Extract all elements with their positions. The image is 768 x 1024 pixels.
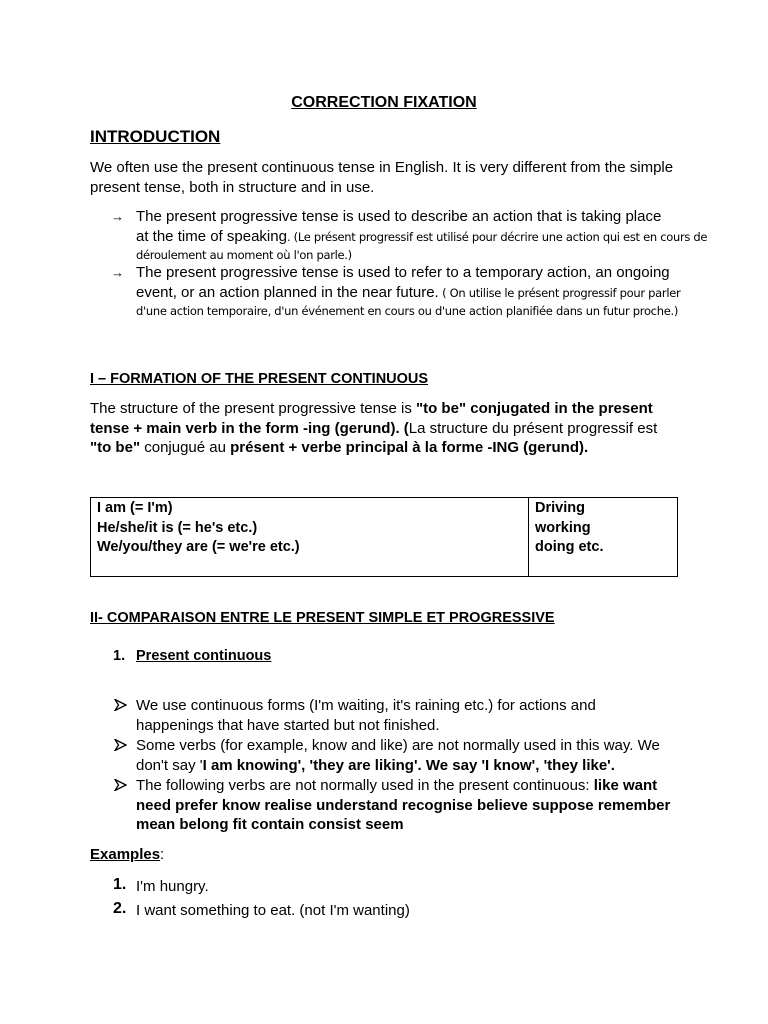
bullet-main-text: at the time of speaking [136,227,287,245]
examples-label-text: Examples [90,846,161,863]
text-run-bold: "to be" conjugated in the present [416,400,653,417]
bullet-item [136,263,680,319]
list-item-line [136,776,670,796]
text-run: The structure of the present progressive tense is [90,400,416,417]
table-line: I am (= I'm) [97,500,173,516]
text-run-bold: "to be" [90,439,141,456]
arrow-icon: → [111,265,124,280]
text-run-bold: présent + verbe principal à la forme -ING (gerund). [230,439,589,456]
bullet-main-text: event, or an action planned in the near future. [136,283,439,301]
table-cell-subjects [91,498,529,577]
list-item-line: mean belong fit contain consist seem [136,816,404,833]
intro-line-1: We often use the present continuous tense in English. It is very different from the simple [90,159,674,176]
arrow-icon: → [111,209,124,224]
list-item-line: Some verbs (for example, know and like) are not normally used in this way. We [136,737,660,754]
examples-colon: : [160,846,165,863]
table-cell-verbs [529,498,678,577]
example-item: I want something to eat. (not I'm wanting) [136,902,410,919]
arrowhead-bullet-icon [114,699,127,711]
list-item-line: need prefer know realise understand recognise believe suppose remember [136,796,671,814]
intro-heading: INTRODUCTION [90,127,221,146]
list-item-line: We use continuous forms (I'm waiting, it's raining etc.) for actions and [136,697,596,714]
text-run: The following verbs are not normally used in the present continuous: [136,777,594,794]
structure-paragraph [90,399,657,458]
text-run-bold: I am knowing', 'they are liking'. We say 'I know', 'they like'. [202,756,615,774]
text-run: conjugué au [140,439,231,456]
bullet-french-text: ( On utilise le présent progressif pour parler [438,285,681,300]
bullet-line [136,227,707,248]
text-run-bold: tense + main verb in the form -ing (gerund). ( [90,419,409,437]
text-run: don't say ' [136,756,203,774]
bullet-french-line: déroulement au moment où l'on parle.) [136,248,352,262]
table-line: Driving [535,500,585,516]
table-line: He/she/it is (= he's etc.) [97,519,258,536]
intro-paragraph [90,158,673,197]
bullet-line: The present progressive tense is used to refer to a temporary action, an ongoing [136,264,670,281]
table-line: doing etc. [535,539,604,555]
table-line: We/you/they are (= we're etc.) [97,539,300,555]
table-line: working [535,519,591,536]
arrowhead-bullet-icon [114,739,127,751]
list-item [136,696,596,735]
example-item: I'm hungry. [136,878,209,895]
bullet-item [136,207,707,263]
structure-line-2 [90,419,657,439]
list-number: 2. [113,900,127,917]
list-item [136,776,670,835]
page-title: CORRECTION FIXATION [291,94,477,111]
structure-line-3 [90,438,657,458]
list-item-line: happenings that have started but not finished. [136,716,440,734]
list-number: 1. [113,648,126,664]
bullet-french-line: d'une action temporaire, d'un événement en cours ou d'une action planifiée dans un futur proche.) [136,304,679,318]
intro-line-2: present tense, both in structure and in use. [90,178,375,196]
subsection-heading: Present continuous [136,648,272,664]
section-2-heading: II- COMPARAISON ENTRE LE PRESENT SIMPLE ET PROGRESSIVE [90,610,555,626]
list-item-line [136,756,660,776]
section-1-heading: I – FORMATION OF THE PRESENT CONTINUOUS [90,371,429,387]
bullet-french-text: . (Le présent progressif est utilisé pour décrire une action qui est en cours de [286,229,708,244]
table-row [91,498,678,577]
bullet-line [136,283,680,304]
list-item [136,736,660,775]
arrowhead-bullet-icon [114,779,127,791]
examples-label [90,845,164,865]
structure-line-1 [90,399,657,419]
text-run: La structure du présent progressif est [408,419,658,437]
conjugation-table [90,497,678,577]
bullet-line: The present progressive tense is used to describe an action that is taking place [136,208,662,225]
list-number: 1. [113,876,127,893]
text-run-bold: like want [593,777,658,794]
